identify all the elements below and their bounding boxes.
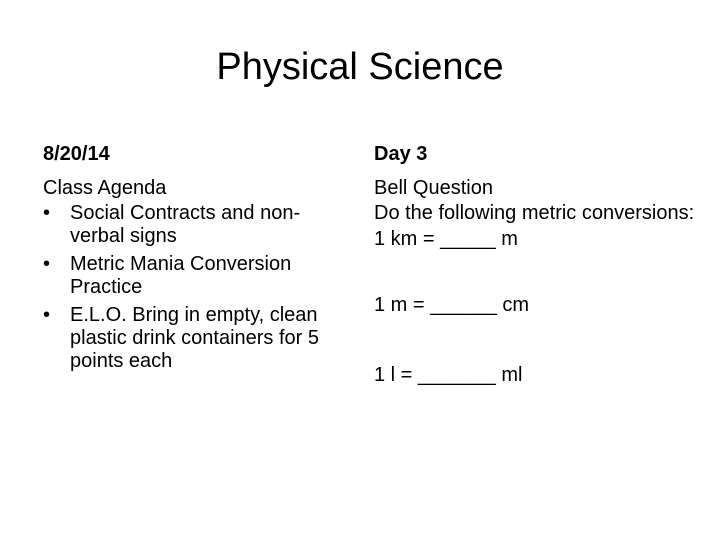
bell-question-heading: Bell Question	[374, 177, 493, 199]
left-column	[43, 140, 353, 378]
conversion-question: 1 m = ______ cm	[374, 294, 530, 316]
slide-title: Physical Science	[216, 46, 504, 88]
agenda-item	[43, 202, 353, 248]
conversion-question: 1 km = _____ m	[374, 228, 518, 250]
right-column	[374, 140, 704, 389]
agenda-item-text: Social Contracts and non-verbal signs	[70, 202, 301, 247]
agenda-item-text: Metric Mania Conversion Practice	[70, 253, 292, 298]
bullet-icon: •	[43, 304, 51, 326]
day-label: Day 3	[374, 143, 428, 165]
conversion-question: 1 l = _______ ml	[374, 364, 523, 386]
bullet-icon: •	[43, 253, 51, 275]
agenda-item	[43, 304, 353, 373]
agenda-item	[43, 253, 353, 299]
agenda-item-text: E.L.O. Bring in empty, clean plastic drink containers for 5 points each	[70, 304, 320, 372]
bullet-icon: •	[43, 202, 51, 224]
instruction-text: Do the following metric conversions:	[374, 202, 695, 224]
date-label: 8/20/14	[43, 143, 110, 165]
agenda-heading: Class Agenda	[43, 177, 167, 199]
agenda-list	[43, 202, 353, 373]
